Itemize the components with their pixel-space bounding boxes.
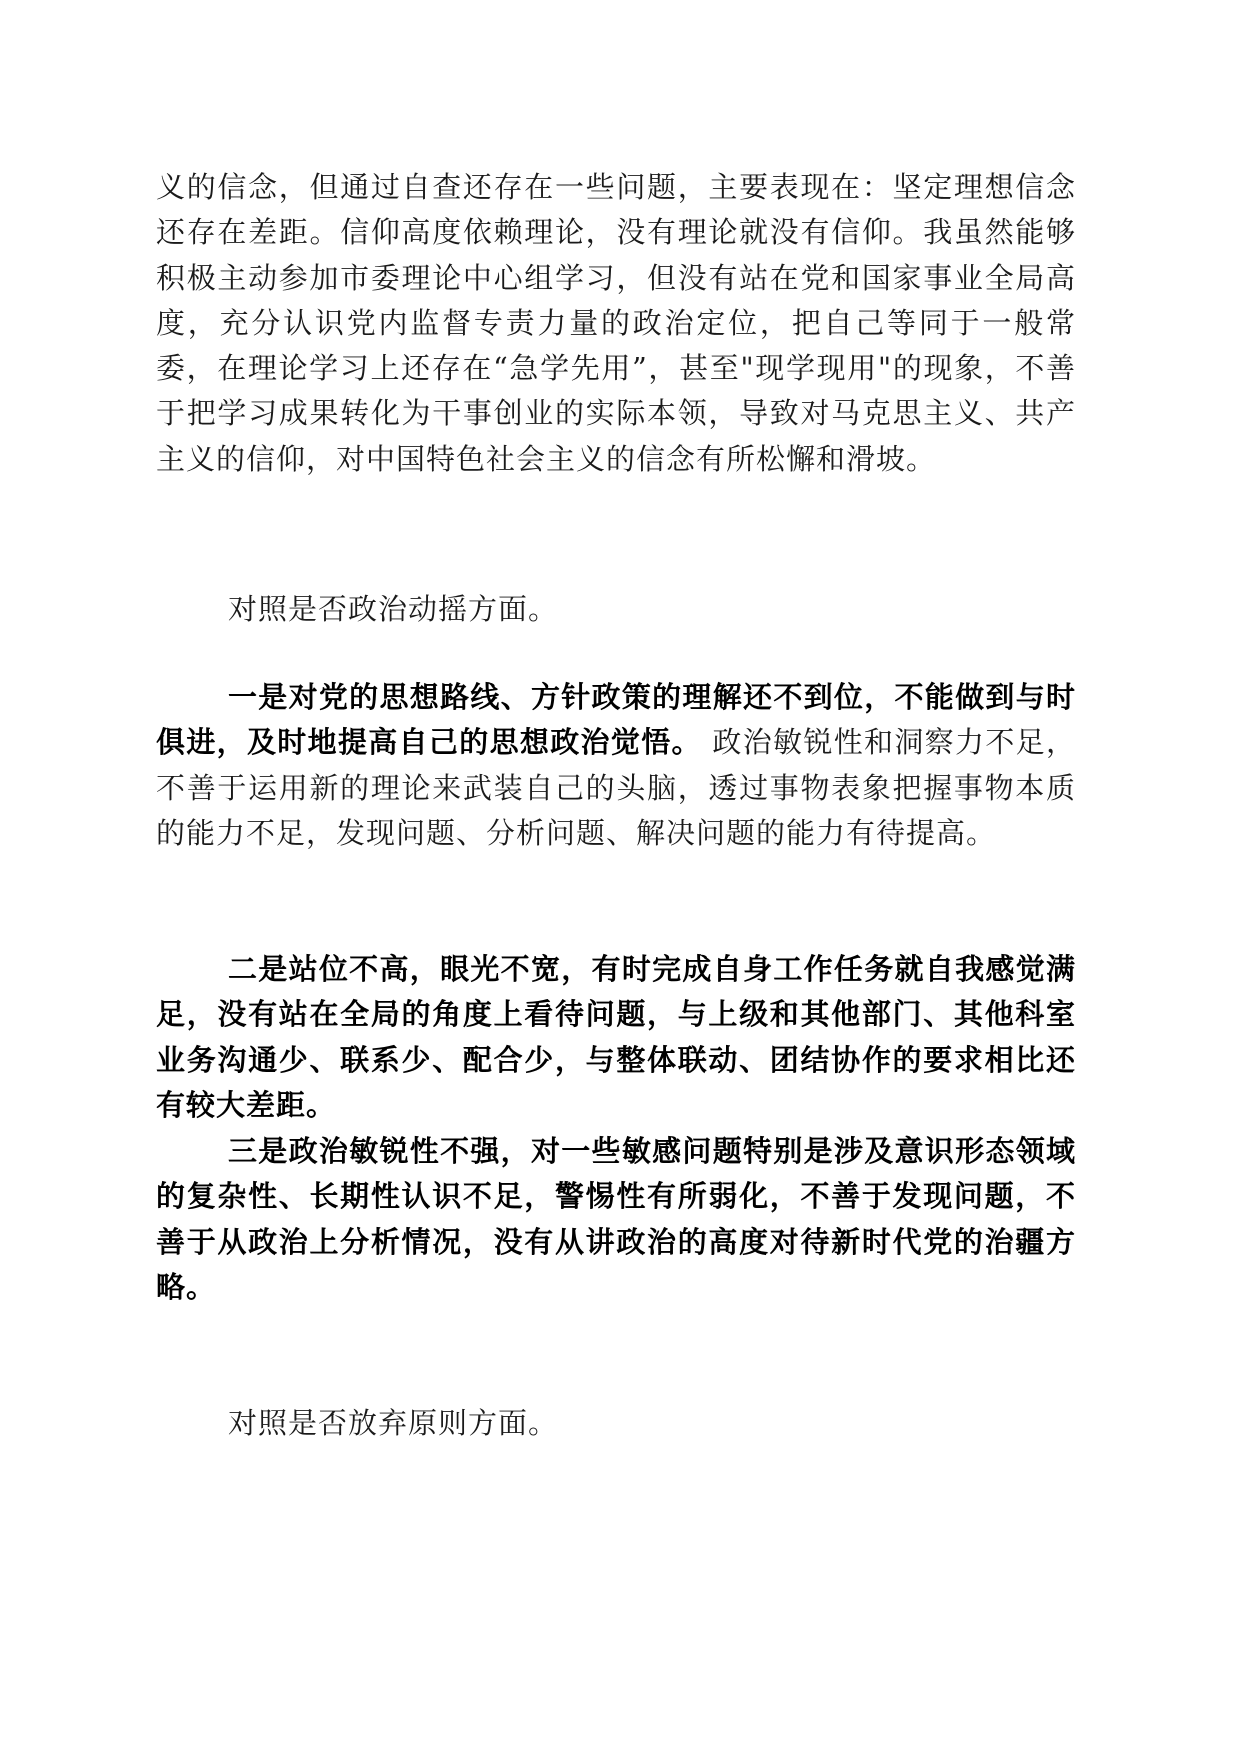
point-one-body: 政治敏锐性和洞察力不足，不善于运用新的理论来武装自己的头脑，透过事物表象把握事物本质的能力不足，发现问题、分析问题、解决问题的能力有待提高。 (156, 725, 1076, 850)
paragraph-point-two: 二是站位不高，眼光不宽，有时完成自身工作任务就自我感觉满足，没有站在全局的角度上看待问题，与上级和其他部门、其他科室业务沟通少、联系少、配合少，与整体联动、团结协作的要求相比还有较大差距。 (156, 952, 1076, 1122)
point-one-bold-lead: 一是对党的思想路线、方针政策的理解还不到位，不能做到与时俱进，及时地提高自己的思想政治觉悟。 (156, 680, 1076, 760)
paragraph-point-one (156, 675, 1076, 856)
heading-abandon-principles: 对照是否放弃原则方面。 (228, 1406, 559, 1440)
paragraph-point-three: 三是政治敏锐性不强，对一些敏感问题特别是涉及意识形态领域的复杂性、长期性认识不足，警惕性有所弱化，不善于发现问题，不善于从政治上分析情况，没有从讲政治的高度对待新时代党的治疆方略。 (156, 1134, 1076, 1304)
heading-political-wavering: 对照是否政治动摇方面。 (228, 592, 559, 626)
paragraph-belief-issues: 义的信念，但通过自查还存在一些问题，主要表现在：坚定理想信念还存在差距。信仰高度依赖理论，没有理论就没有信仰。我虽然能够积极主动参加市委理论中心组学习，但没有站在党和国家事业全局高度，充分认识党内监督专责力量的政治定位，把自己等同于一般常委，在理论学习上还存在“急学先用”，甚至"现学现用"的现象，不善于把学习成果转化为干事创业的实际本领，导致对马克思主义、共产主义的信仰，对中国特色社会主义的信念有所松懈和滑坡。 (156, 170, 1076, 476)
